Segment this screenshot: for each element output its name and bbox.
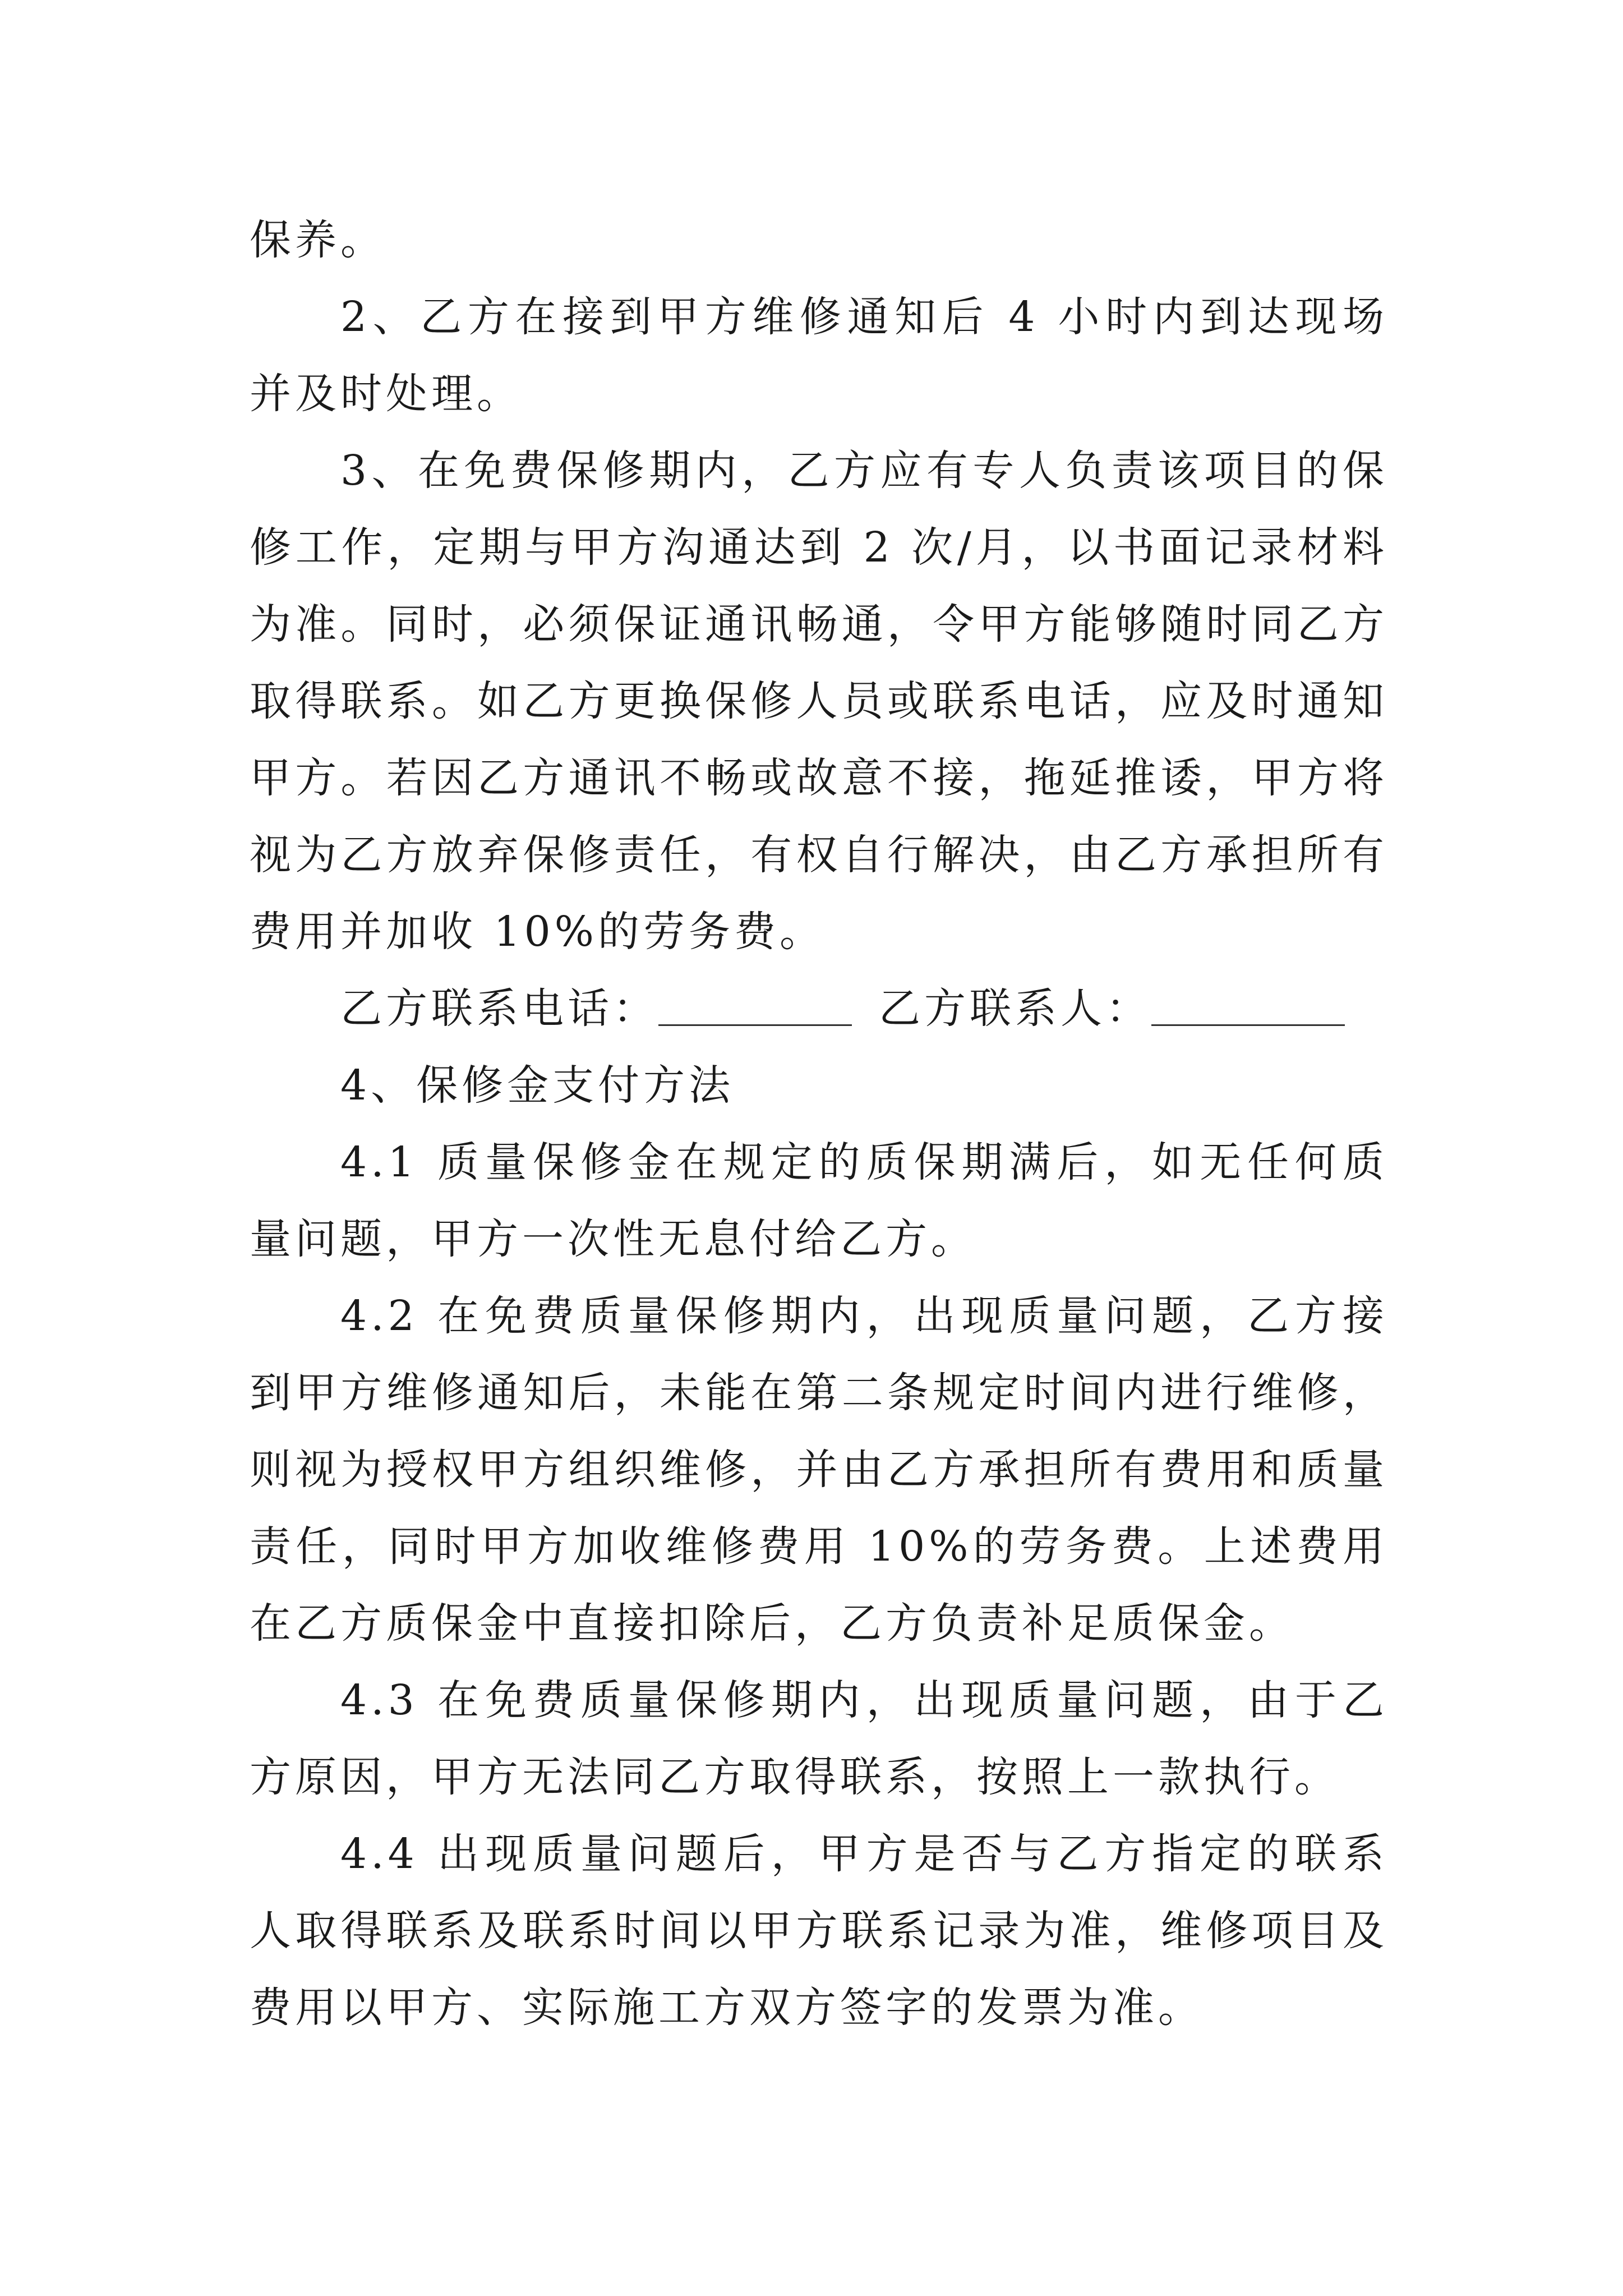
document-page (250, 202, 1388, 2046)
paragraph-clause-4-3: 4.3 在免费质量保修期内，出现质量问题，由于乙方原因，甲方无法同乙方取得联系，按照上一款执行。 (250, 1676, 1388, 1801)
paragraph-clause-2: 2、乙方在接到甲方维修通知后 4 小时内到达现场并及时处理。 (250, 293, 1388, 418)
paragraph-clause-3: 3、在免费保修期内，乙方应有专人负责该项目的保修工作，定期与甲方沟通达到 2 次/月，以书面记录材料为准。同时，必须保证通讯畅通，令甲方能够随时同乙方取得联系。如乙方更换保修人员或联系电话，应及时通知甲方。若因乙方通讯不畅或故意不接，拖延推诿，甲方将视为乙方放弃保修责任，有权自行解决，由乙方承担所有费用并加收 10%的劳务费。 (250, 447, 1388, 956)
paragraph-clause-4-heading: 4、保修金支付方法 (340, 1061, 735, 1110)
contact-line (250, 970, 1388, 1047)
contact-phone-blank[interactable] (658, 991, 852, 1026)
paragraph-clause-4-4: 4.4 出现质量问题后，甲方是否与乙方指定的联系人取得联系及联系时间以甲方联系记录为准，维修项目及费用以甲方、实际施工方双方签字的发票为准。 (250, 1830, 1388, 2032)
contact-phone-label: 乙方联系电话： (340, 984, 658, 1033)
contact-person-label: 乙方联系人： (879, 984, 1151, 1033)
contact-person-blank[interactable] (1151, 991, 1345, 1026)
paragraph-continuation: 保养。 (250, 216, 386, 264)
paragraph-clause-4-1: 4.1 质量保修金在规定的质保期满后，如无任何质量问题，甲方一次性无息付给乙方。 (250, 1138, 1388, 1263)
paragraph-clause-4-2: 4.2 在免费质量保修期内，出现质量问题，乙方接到甲方维修通知后，未能在第二条规定时间内进行维修，则视为授权甲方组织维修，并由乙方承担所有费用和质量责任，同时甲方加收维修费用 10%的劳务费。上述费用在乙方质保金中直接扣除后，乙方负责补足质保金。 (250, 1292, 1388, 1648)
